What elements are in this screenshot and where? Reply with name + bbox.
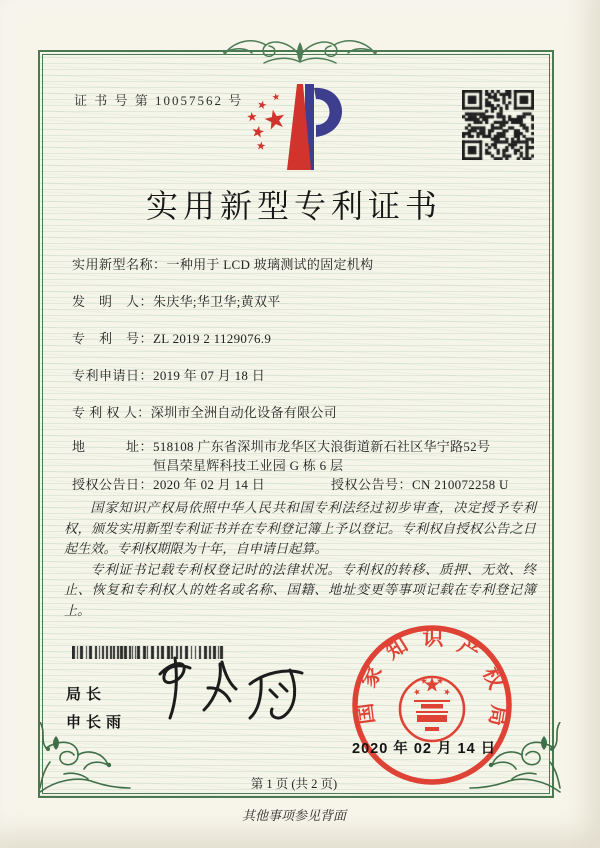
legal-paragraph-2: 专利证书记载专利权登记时的法律状况。专利权的转移、质押、无效、终止、恢复和专利权人的姓名或名称、国籍、地址变更等事项记载在专利登记簿上。 bbox=[64, 561, 536, 618]
signer-block bbox=[66, 681, 126, 737]
field-value: ZL 2019 2 1129076.9 bbox=[153, 331, 272, 346]
field-row-filing-date bbox=[72, 367, 520, 386]
field-value: 一种用于 LCD 玻璃测试的固定机构 bbox=[166, 257, 374, 272]
signer-name: 申长雨 bbox=[66, 714, 127, 731]
seal-ring-text: 国家知识产权局 bbox=[353, 626, 511, 728]
field-row-patent-number bbox=[72, 330, 520, 349]
signer-title: 局长 bbox=[66, 686, 107, 703]
field-row-address bbox=[72, 438, 520, 475]
grant-date-label: 授权公告日： bbox=[72, 477, 154, 492]
field-label: 实用新型名称： bbox=[72, 257, 167, 272]
cnipa-logo bbox=[237, 80, 359, 176]
certificate-number: 证 书 号 第 10057562 号 bbox=[74, 93, 244, 108]
field-value: 518108 广东省深圳市龙华区大浪街道新石社区华宁路52号恒昌荣星辉科技工业园 G 栋 6 层 bbox=[153, 439, 491, 473]
field-label: 专 利 号： bbox=[72, 331, 154, 346]
field-row-patentee bbox=[72, 404, 520, 423]
signature-script bbox=[132, 652, 312, 744]
logo-p-bowl bbox=[314, 88, 342, 137]
logo-stars bbox=[247, 93, 287, 150]
field-label: 发 明 人： bbox=[72, 294, 154, 309]
footer-note: 其他事项参见背面 bbox=[241, 808, 346, 823]
field-value: 2019 年 07 月 18 日 bbox=[153, 368, 266, 383]
grant-date-value: 2020 年 02 月 14 日 bbox=[153, 477, 266, 492]
field-row-grant bbox=[72, 476, 520, 495]
field-row-utility-name bbox=[72, 256, 520, 275]
field-label: 专 利 权 人： bbox=[72, 405, 151, 420]
field-label: 地 址： bbox=[72, 439, 154, 454]
seal-date: 2020 年 02 月 14 日 bbox=[352, 741, 497, 757]
seal-national-emblem bbox=[400, 677, 464, 741]
certificate-title: 实用新型专利证书 bbox=[145, 188, 442, 224]
legal-paragraph-1: 国家知识产权局依照中华人民共和国专利法经过初步审查，决定授予专利权，颁发实用新型专利证书并在专利登记簿上予以登记。专利权自授权公告之日起生效。专利权期限为十年，自申请日起算。 bbox=[64, 500, 536, 557]
page-number: 第 1 页 (共 2 页) bbox=[250, 777, 338, 791]
field-value: 朱庆华;华卫华;黄双平 bbox=[153, 294, 281, 309]
field-value: 深圳市全洲自动化设备有限公司 bbox=[150, 405, 337, 420]
field-row-inventors bbox=[72, 293, 520, 312]
official-seal bbox=[342, 615, 522, 795]
grant-number-label: 授权公告号： bbox=[331, 477, 413, 492]
legal-text-block bbox=[64, 498, 536, 622]
field-label: 专利申请日： bbox=[72, 368, 154, 383]
grant-number-value: CN 210072258 U bbox=[412, 477, 509, 492]
qr-code bbox=[462, 90, 534, 160]
